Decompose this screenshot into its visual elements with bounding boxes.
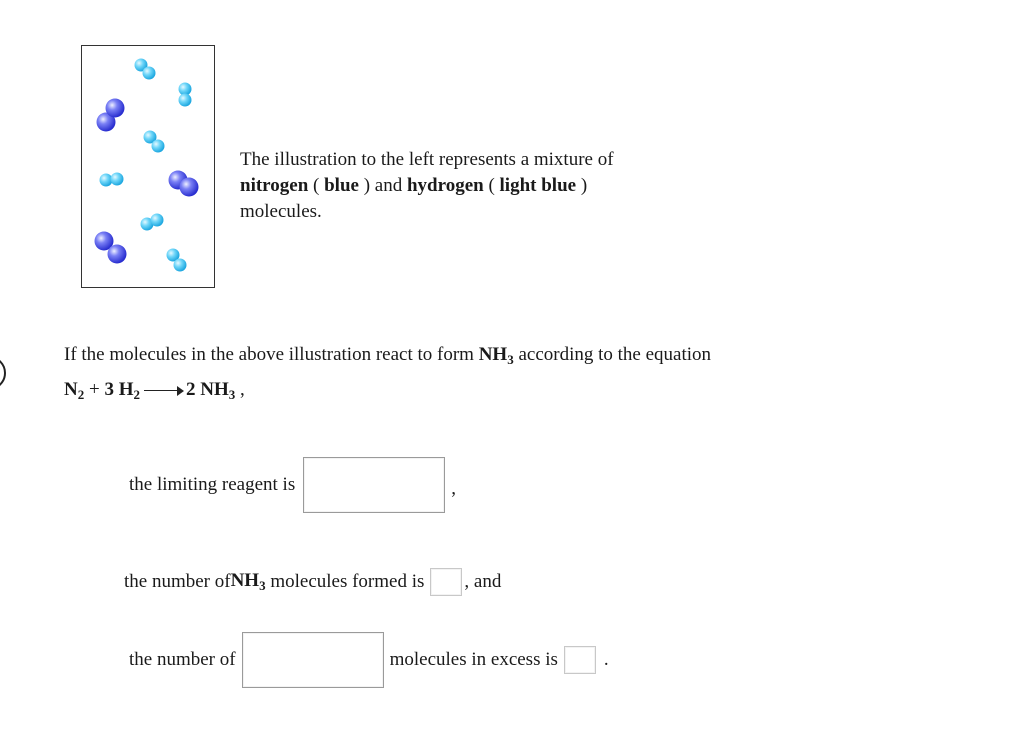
eq-plus: + (84, 379, 105, 400)
eq-nh3-sub: 3 (228, 387, 236, 402)
question-line-1: If the molecules in the above illustration react to form (64, 344, 479, 365)
intro-paren-close: ) (576, 175, 588, 196)
hydrogen-molecule (179, 83, 192, 107)
light-blue-label: light blue (499, 175, 577, 196)
nh3-count-formula-base: NH (230, 570, 260, 591)
hydrogen-label: hydrogen (406, 175, 484, 196)
blue-label: blue (324, 175, 359, 196)
limiting-reagent-label: the limiting reagent is (129, 474, 296, 495)
excess-label-2: molecules in excess is (389, 649, 558, 670)
nh3-formula (479, 344, 514, 365)
nitrogen-molecule (95, 232, 127, 264)
excess-period: . (603, 649, 609, 670)
question-line-1-end: according to the equation (513, 344, 712, 365)
nitrogen-label: nitrogen (240, 175, 309, 196)
eq-2nh3: 2 NH (185, 379, 229, 400)
eq-n2: N (64, 379, 78, 400)
nitrogen-molecule (97, 99, 125, 132)
nh3-count-formula-sub: 3 (259, 578, 266, 593)
intro-line-1: The illustration to the left represents a mixture of (240, 149, 614, 170)
left-edge-circle (0, 356, 6, 390)
hydrogen-molecule (135, 59, 156, 80)
molecule-diagram (82, 46, 216, 289)
hydrogen-molecule (167, 249, 187, 272)
excess-row (129, 632, 609, 688)
nitrogen-molecule (169, 171, 199, 197)
nh3-count-input[interactable] (430, 568, 462, 596)
reaction-arrow-icon (144, 386, 184, 396)
hydrogen-molecule (100, 173, 124, 187)
hydrogen-molecule (144, 131, 165, 153)
eq-n2-sub: 2 (77, 387, 85, 402)
intro-paren-open: ( (308, 175, 325, 196)
intro-line-3: molecules. (240, 201, 322, 222)
molecule-illustration (81, 45, 215, 288)
nh3-count-label-1: the number of (124, 571, 231, 592)
intro-and: ) and (358, 175, 407, 196)
excess-label-1: the number of (129, 649, 236, 670)
intro-text (240, 147, 740, 225)
excess-reagent-dropdown[interactable] (242, 632, 384, 688)
reaction-equation (64, 375, 964, 410)
limiting-reagent-comma: , (451, 478, 456, 499)
excess-count-input[interactable] (564, 646, 596, 674)
eq-h2-sub: 2 (133, 387, 140, 402)
hydrogen-molecule (141, 214, 164, 231)
nh3-formula-base: NH (478, 344, 508, 365)
question-text (64, 340, 964, 410)
limiting-reagent-row (129, 457, 456, 513)
eq-comma: , (235, 379, 245, 400)
nh3-formula-sub: 3 (507, 352, 514, 367)
eq-3h2: 3 H (104, 379, 134, 400)
nh3-count-formula (231, 570, 266, 594)
intro-paren-open-2: ( (483, 175, 500, 196)
limiting-reagent-dropdown[interactable] (303, 457, 445, 513)
nh3-count-label-2: molecules formed is (265, 571, 425, 592)
nh3-count-row (124, 568, 501, 596)
nh3-count-and: , and (464, 571, 502, 592)
